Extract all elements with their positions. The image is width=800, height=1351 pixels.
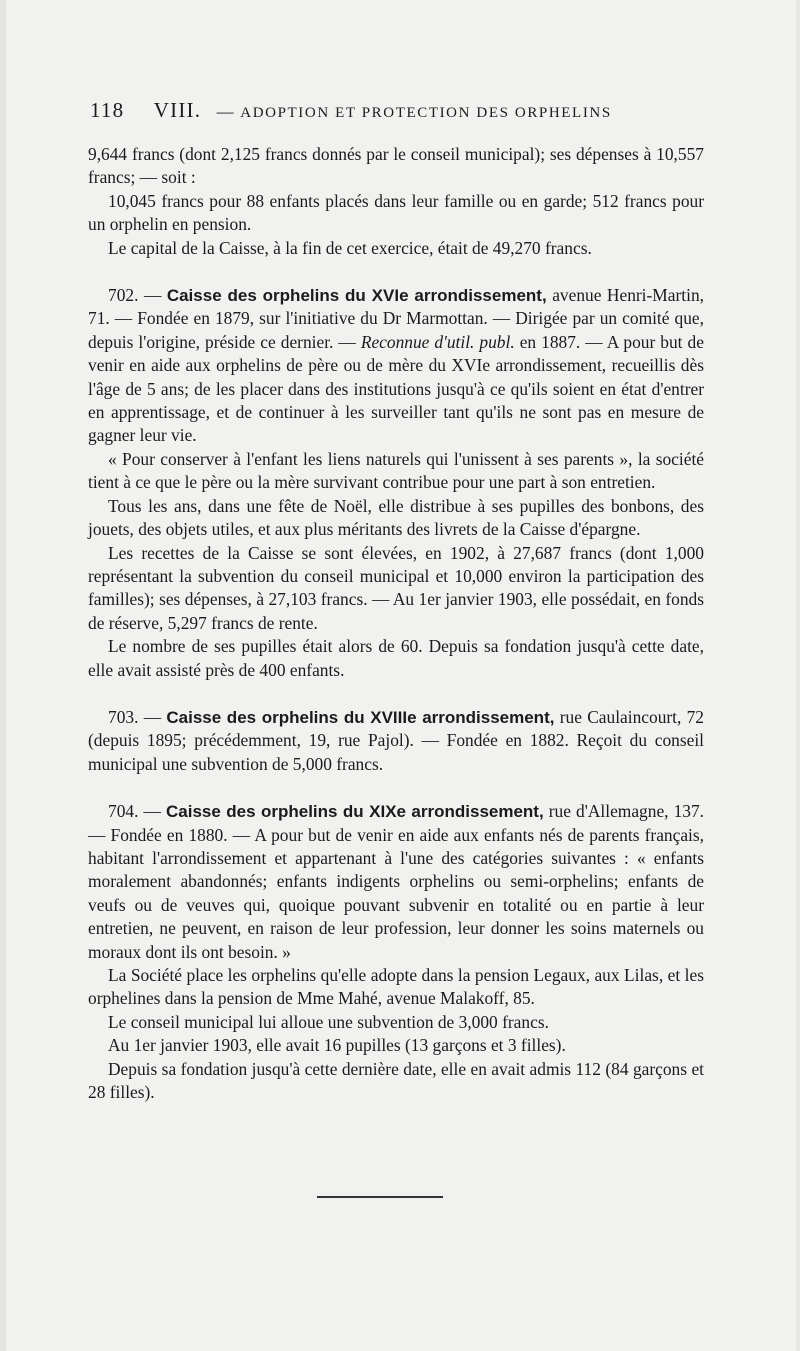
chapter-title: ADOPTION ET PROTECTION DES ORPHELINS: [240, 105, 612, 121]
paragraph-704-3: Le conseil municipal lui alloue une subvention de 3,000 francs.: [108, 1011, 549, 1032]
chapter-number: VIII.: [153, 98, 202, 122]
paragraph-704-4: Au 1er janvier 1903, elle avait 16 pupilles (13 garçons et 3 filles).: [108, 1035, 566, 1056]
paragraph-704-2: La Société place les orphelins qu'elle adopte dans la pension Legaux, aux Lilas, et les orphelines dans la pension de Mme Mahé, avenue Malakoff, 85.: [88, 965, 704, 1009]
entry-text: avenue Henri-Martin, 71. — Fondée en 1879, sur l'initiative du Dr Marmottan. — Dirigée par un comité que, depuis l'origine, préside ce dernier. —: [88, 285, 704, 352]
entry-number: 702.: [108, 285, 139, 306]
entry-italic: Reconnue d'util. publ.: [360, 331, 515, 352]
end-rule: [317, 1196, 443, 1198]
entry-dash: —: [143, 801, 161, 822]
paragraph-704-5: Depuis sa fondation jusqu'à cette dernière date, elle en avait admis 112 (84 garçons et 28 filles).: [88, 1058, 704, 1103]
paragraph-702-4: Les recettes de la Caisse se sont élevées, en 1902, à 27,687 francs (dont 1,000 représentant la subvention du conseil municipal et 10,000 environ la participation des familles); ses dépenses, à 27,103 francs. — Au 1er janvier 1903, elle possédait, en fonds de réserve, 5,297 francs de rente.: [88, 542, 704, 633]
entry-heading: Caisse des orphelins du XIXe arrondissement,: [165, 802, 544, 822]
paragraph-702-5: Le nombre de ses pupilles était alors de 60. Depuis sa fondation jusqu'à cette date, elle avait assisté près de 400 enfants.: [88, 636, 704, 680]
header-separator: —: [216, 102, 235, 121]
entry-number: 704.: [108, 801, 139, 822]
entry-number: 703.: [108, 706, 139, 727]
entry-text: rue Caulaincourt, 72 (depuis 1895; précédemment, 19, rue Pajol). — Fondée en 1882. Reçoit du conseil municipal une subvention de 5,000 francs.: [88, 706, 705, 774]
entry-dash: —: [143, 285, 162, 306]
paragraph-702-3: Tous les ans, dans une fête de Noël, elle distribue à ses pupilles des bonbons, des jouets, des objets utiles, et aux plus méritants des livrets de la Caisse d'épargne.: [88, 495, 704, 540]
entry-702: [88, 284, 704, 448]
entry-text-2: en 1887. — A pour but de venir en aide aux orphelins de père ou de mère du XVIe arrondissement, recueillis dès l'âge de 5 ans; de les placer dans des institutions jusqu'à ce qu'ils soient en état d'entrer en apprentissage, et de continuer à les surveiller tant qu'ils ne sont pas en mesure de gagner leur vie.: [88, 331, 704, 446]
entry-heading: Caisse des orphelins du XVIIIe arrondissement,: [166, 707, 555, 727]
paragraph-702-2: « Pour conserver à l'enfant les liens naturels qui l'unissent à ses parents », la société tient à ce que le père ou la mère survivant contribue pour une part à son entretien.: [88, 448, 704, 493]
entry-703: [88, 706, 704, 776]
entry-heading: Caisse des orphelins du XVIe arrondissement,: [166, 286, 547, 306]
page-body: [88, 143, 704, 1104]
paragraph-continuation: 9,644 francs (dont 2,125 francs donnés par le conseil municipal); ses dépenses à 10,557 francs; — soit :: [88, 144, 704, 188]
entry-text: rue d'Allemagne, 137. — Fondée en 1880. — A pour but de venir en aide aux enfants nés de parents français, habitant l'arrondissement et appartenant à l'une des catégories suivantes : « enfants moralement abandonnés; enfants indigents orphelins ou semi-orphelins; enfants de veufs ou de veuves qui, quoique pouvant subvenir en totalité ou en partie à leur entretien, ne peuvent, en raison de leur profession, leur donner les soins maternels ou moraux dont ils ont besoin. »: [88, 801, 705, 962]
paragraph-capital: Le capital de la Caisse, à la fin de cet exercice, était de 49,270 francs.: [108, 237, 592, 258]
entry-704: [88, 800, 704, 964]
entry-dash: —: [143, 706, 162, 727]
running-header: [90, 98, 730, 123]
paragraph-expenses: 10,045 francs pour 88 enfants placés dans leur famille ou en garde; 512 francs pour un orphelin en pension.: [88, 190, 704, 235]
page-number: 118: [90, 98, 125, 122]
